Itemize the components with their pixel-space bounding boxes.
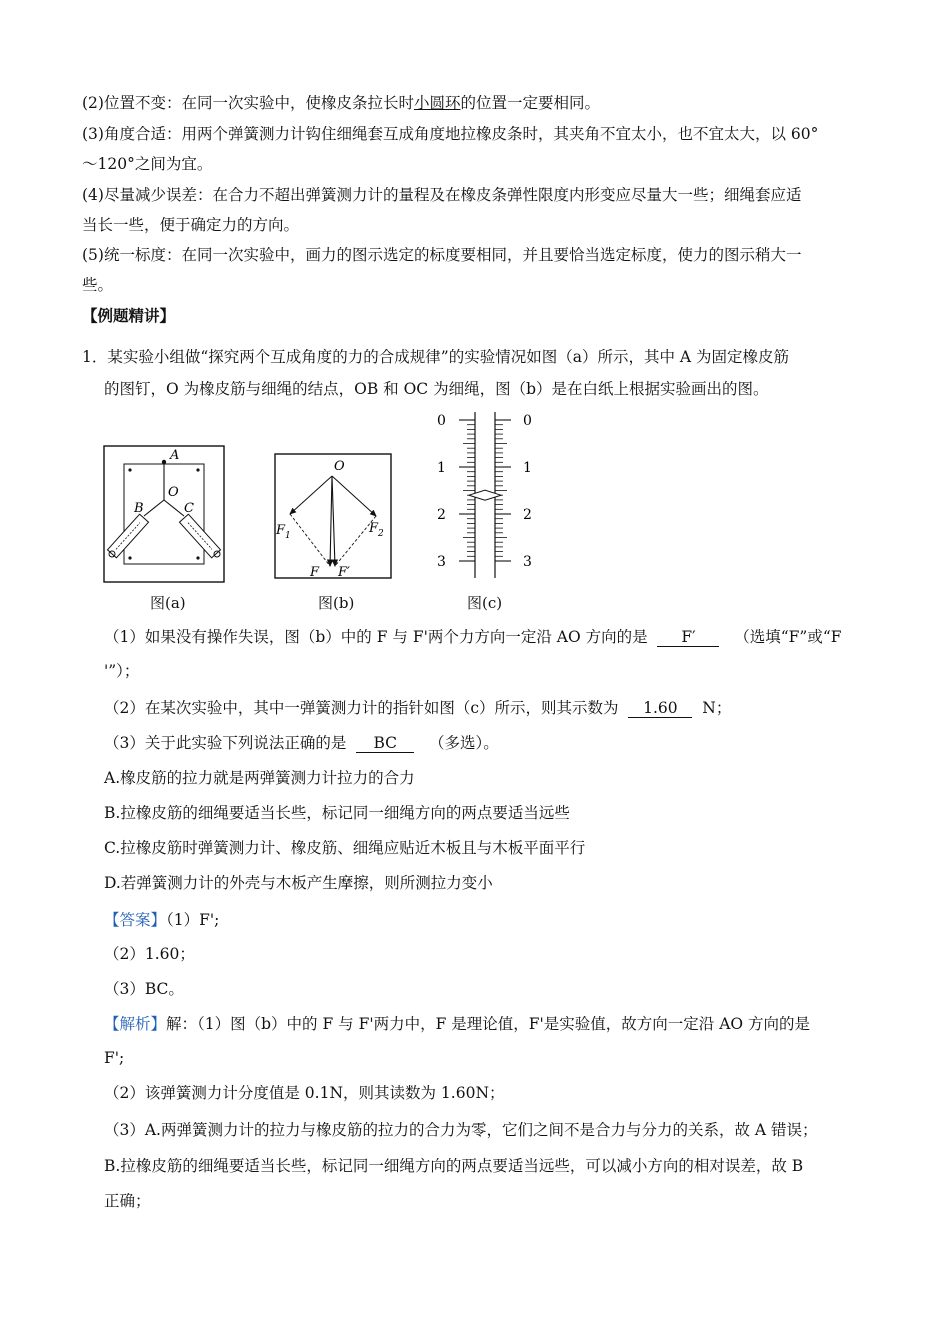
scale-label-right: 0	[523, 413, 532, 429]
analysis-line-3: （2）该弹簧测力计分度值是 0.1N，则其读数为 1.60N；	[104, 1084, 505, 1102]
answer-blank-3: BC	[356, 734, 414, 753]
figure-a-caption: 图(a)	[150, 594, 186, 612]
answer-line-1: 【答案】（1）F';	[104, 911, 220, 929]
point-5-line1: (5)统一标度：在同一次实验中，画力的图示选定的标度要相同，并且要恰当选定标度，使力的图示稍大一	[82, 246, 802, 264]
option-b: B.拉橡皮筋的细绳要适当长些，标记同一细绳方向的两点要适当远些	[104, 804, 570, 822]
label-f-prime: F′	[338, 565, 350, 580]
label-f2: $F_2$	[369, 521, 384, 539]
sub-question-2: （2）在某次实验中，其中一弹簧测力计的指针如图（c）所示，则其示数为 1.60 N；	[104, 699, 732, 717]
point-4-line2: 当长一些，便于确定力的方向。	[82, 216, 300, 234]
analysis-line-2: F';	[104, 1049, 125, 1067]
figures	[100, 408, 560, 618]
analysis-tag: 【解析】	[104, 1015, 167, 1033]
sub-question-1: （1）如果没有操作失误，图（b）中的 F 与 F'两个力方向一定沿 AO 方向的是 F′ （选填“F”或“F	[104, 628, 842, 646]
scale-label-right: 3	[523, 554, 532, 570]
answer-tag: 【答案】	[104, 911, 167, 929]
analysis-line-4: （3）A.两弹簧测力计的拉力与橡皮筋的拉力的合力为零，它们之间不是合力与分力的关系，故 A 错误；	[104, 1121, 818, 1139]
scale-label-left: 2	[437, 507, 446, 523]
figure-b-caption: 图(b)	[318, 594, 355, 612]
label-b: B	[134, 501, 144, 516]
analysis-line-6: 正确；	[104, 1192, 151, 1210]
scale-pointer	[469, 490, 501, 500]
analysis-line-5: B.拉橡皮筋的细绳要适当长些，标记同一细绳方向的两点要适当远些，可以减小方向的相对误差，故 B	[104, 1157, 804, 1175]
section-title: 【例题精讲】	[82, 306, 176, 325]
answer-line-3: （3）BC。	[104, 980, 184, 998]
scale-label-right: 2	[523, 507, 532, 523]
scale-label-left: 3	[437, 554, 446, 570]
answer-blank-1: F′	[657, 628, 719, 647]
point-4-line1: (4)尽量减少误差：在合力不超出弹簧测力计的量程及在橡皮条弹性限度内形变应尽量大一些；细绳套应适	[82, 186, 802, 204]
label-f1: $F_1$	[276, 523, 291, 541]
scale-label-left: 1	[437, 460, 446, 476]
point-5-line2: 些。	[82, 276, 114, 294]
sub-question-1-line2: '”）；	[104, 662, 140, 680]
label-f: F	[310, 565, 320, 580]
figure-c	[425, 408, 555, 588]
underlined-term: 小圆环	[413, 94, 461, 112]
label-o-b: O	[334, 459, 345, 474]
scale-label-left: 0	[437, 413, 446, 429]
answer-line-2: （2）1.60；	[104, 945, 195, 963]
answer-blank-2: 1.60	[628, 699, 692, 718]
option-d: D.若弹簧测力计的外壳与木板产生摩擦，则所测拉力变小	[104, 874, 493, 892]
point-3-line2: ～120°之间为宜。	[82, 155, 213, 173]
point-3-line1: (3)角度合适：用两个弹簧测力计钩住细绳套互成角度地拉橡皮条时，其夹角不宜太小，也不宜太大，以 60°	[82, 125, 819, 143]
sub-question-3: （3）关于此实验下列说法正确的是 BC （多选）。	[104, 734, 499, 752]
scale-label-right: 1	[523, 460, 532, 476]
label-c: C	[184, 501, 194, 516]
option-a: A.橡皮筋的拉力就是两弹簧测力计拉力的合力	[104, 769, 415, 787]
question-line1: 1．某实验小组做“探究两个互成角度的力的合成规律”的实验情况如图（a）所示，其中 A 为固定橡皮筋	[82, 348, 790, 366]
question-line2: 的图钉，O 为橡皮筋与细绳的结点，OB 和 OC 为细绳，图（b）是在白纸上根据实验画出的图。	[104, 380, 769, 398]
label-o: O	[168, 485, 179, 500]
point-2: (2)位置不变：在同一次实验中，使橡皮条拉长时小圆环的位置一定要相同。	[82, 94, 600, 112]
label-a: A	[170, 448, 180, 463]
analysis-line-1: 【解析】解：（1）图（b）中的 F 与 F'两力中，F 是理论值，F'是实验值，故方向一定沿 AO 方向的是	[104, 1015, 811, 1033]
option-c: C.拉橡皮筋时弹簧测力计、橡皮筋、细绳应贴近木板且与木板平面平行	[104, 839, 586, 857]
figure-c-caption: 图(c)	[467, 594, 503, 612]
